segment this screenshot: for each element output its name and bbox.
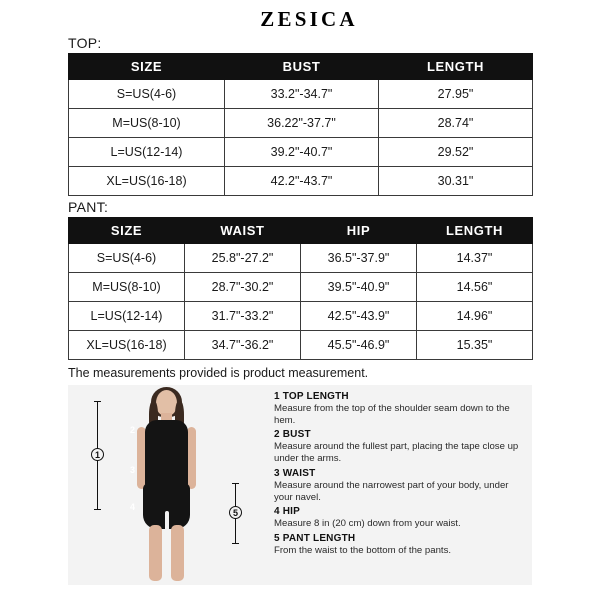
table-header-row: [69, 218, 533, 244]
legend-desc-2: Measure around the fullest part, placing the tape close up under the arms.: [274, 441, 519, 465]
cell-hip: 36.5"-37.9": [301, 244, 417, 273]
cell-bust: 33.2"-34.7": [225, 80, 379, 109]
table-row: [69, 167, 533, 196]
right-arm-shape: [187, 427, 196, 489]
table-header-row: [69, 54, 533, 80]
cell-hip: 39.5"-40.9": [301, 273, 417, 302]
cell-size: S=US(4-6): [69, 80, 225, 109]
legend-title-3: [274, 468, 526, 479]
cell-size: L=US(12-14): [69, 302, 185, 331]
col-header-length: LENGTH: [417, 218, 533, 244]
col-header-size: SIZE: [69, 54, 225, 80]
legend-desc-1: Measure from the top of the shoulder seam down to the hem.: [274, 403, 510, 426]
cell-bust: 36.22"-37.7": [225, 109, 379, 138]
legend-index-5: 5: [274, 532, 280, 544]
cell-length: 30.31": [379, 167, 533, 196]
pant-section-label: PANT:: [68, 199, 109, 215]
cell-bust: 39.2"-40.7": [225, 138, 379, 167]
table-row: [69, 138, 533, 167]
table-row: [69, 302, 533, 331]
model-photo: [68, 385, 264, 585]
cell-length: 14.56": [417, 273, 533, 302]
legend-label-4: HIP: [282, 506, 301, 518]
shorts-gap-shape: [165, 511, 169, 531]
marker-4: 4: [130, 502, 136, 512]
cell-size: M=US(8-10): [69, 273, 185, 302]
table-row: [69, 109, 533, 138]
cell-size: XL=US(16-18): [69, 331, 185, 360]
table-row: [69, 331, 533, 360]
cell-length: 14.96": [417, 302, 533, 331]
garment-top-shape: [145, 420, 188, 488]
col-header-waist: WAIST: [185, 218, 301, 244]
col-header-hip: HIP: [301, 218, 417, 244]
marker-2: 2: [130, 425, 136, 435]
legend-title-5: [274, 533, 526, 544]
table-row: [69, 273, 533, 302]
top-length-tick-lower: [94, 509, 101, 510]
pant-size-table: [68, 217, 533, 360]
marker-1: 1: [91, 448, 104, 461]
marker-3: 3: [130, 465, 136, 475]
legend-desc-5: From the waist to the bottom of the pants.: [274, 544, 452, 556]
cell-waist: 25.8"-27.2": [185, 244, 301, 273]
legend-label-5: PANT LENGTH: [282, 532, 356, 544]
col-header-size: SIZE: [69, 218, 185, 244]
pant-length-tick-upper: [232, 483, 239, 484]
legend-item-5: [274, 533, 526, 557]
cell-waist: 31.7"-33.2": [185, 302, 301, 331]
cell-waist: 28.7"-30.2": [185, 273, 301, 302]
marker-5: 5: [229, 506, 242, 519]
left-leg-shape: [149, 525, 162, 581]
measurement-note: The measurements provided is product measurement.: [68, 366, 369, 380]
cell-hip: 45.5"-46.9": [301, 331, 417, 360]
model-illustration: [106, 387, 226, 583]
cell-size: M=US(8-10): [69, 109, 225, 138]
legend-label-2: BUST: [282, 429, 311, 441]
cell-length: 14.37": [417, 244, 533, 273]
table-row: [69, 244, 533, 273]
legend-index-1: 1: [274, 391, 280, 402]
cell-size: XL=US(16-18): [69, 167, 225, 196]
col-header-bust: BUST: [225, 54, 379, 80]
cell-length: 28.74": [379, 109, 533, 138]
legend-label-1: TOP LENGTH: [282, 391, 349, 402]
cell-length: 15.35": [417, 331, 533, 360]
brand-title: ZESICA: [260, 7, 358, 31]
top-size-table: [68, 53, 533, 196]
cell-waist: 34.7"-36.2": [185, 331, 301, 360]
legend-item-2: [274, 429, 526, 464]
right-leg-shape: [171, 525, 184, 581]
legend-index-3: 3: [274, 467, 280, 479]
legend-desc-3: Measure around the narrowest part of your body, under your navel.: [274, 479, 509, 503]
cell-length: 27.95": [379, 80, 533, 109]
legend-desc-4: Measure 8 in (20 cm) down from your waist.: [274, 518, 461, 530]
legend-index-2: 2: [274, 429, 280, 441]
table-row: [69, 80, 533, 109]
legend-item-4: [274, 506, 526, 530]
legend-title-1: [274, 391, 526, 402]
legend-item-3: [274, 468, 526, 503]
legend-index-4: 4: [274, 506, 280, 518]
cell-size: L=US(12-14): [69, 138, 225, 167]
legend-label-3: WAIST: [282, 467, 316, 479]
cell-bust: 42.2"-43.7": [225, 167, 379, 196]
cell-hip: 42.5"-43.9": [301, 302, 417, 331]
legend-title-4: [274, 506, 526, 517]
cell-length: 29.52": [379, 138, 533, 167]
legend-item-1: [274, 391, 526, 426]
top-section-label: TOP:: [68, 35, 102, 51]
diagram-and-legend: [68, 385, 532, 585]
top-length-tick-upper: [94, 401, 101, 402]
cell-size: S=US(4-6): [69, 244, 185, 273]
legend-panel: [264, 385, 532, 585]
pant-length-tick-lower: [232, 543, 239, 544]
col-header-length: LENGTH: [379, 54, 533, 80]
legend-title-2: [274, 429, 526, 440]
